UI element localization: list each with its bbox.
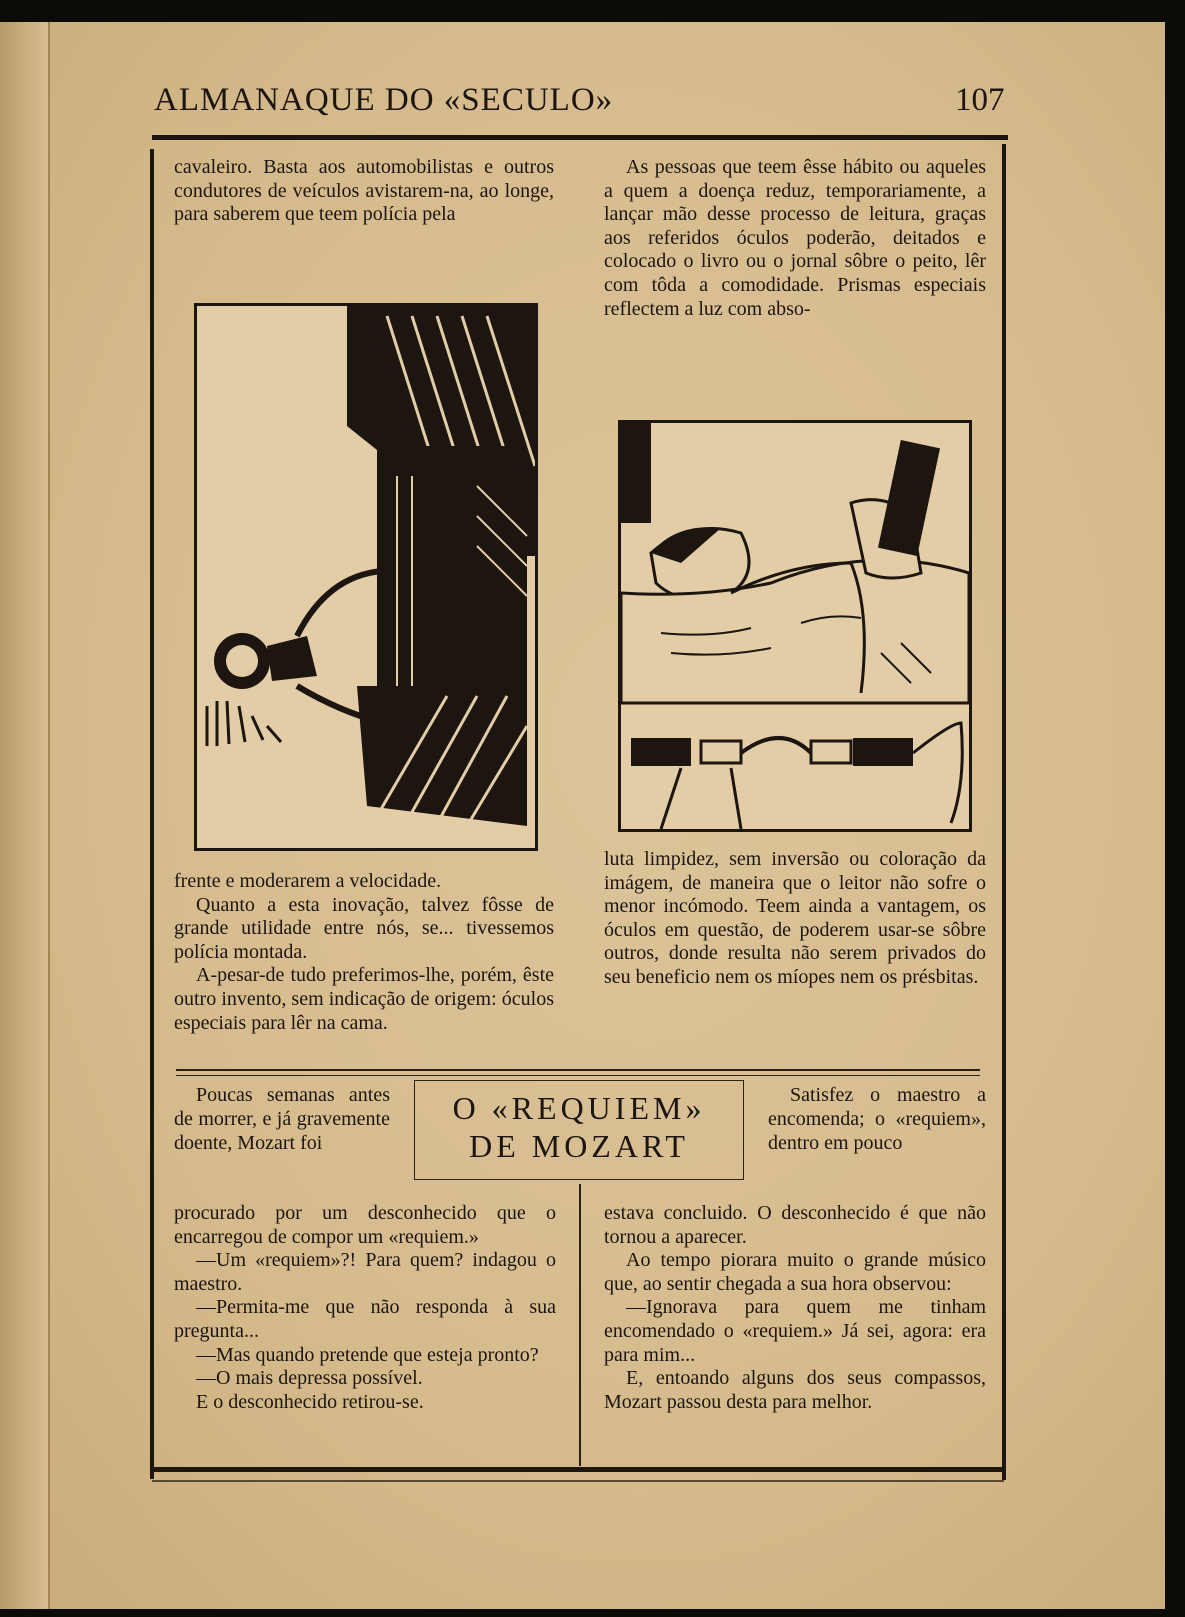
paragraph: —Ignorava para quem me tinham encomendado o «requiem.» Já sei, agora: era para mim... [604,1296,986,1366]
paragraph: —Permita-me que não responda à sua pregunta... [174,1296,556,1342]
paragraph: E, entoando alguns dos seus compassos, Mozart passou desta para melhor. [604,1367,986,1413]
paragraph: procurado por um desconhecido que o encarregou de compor um «requiem.» [174,1202,556,1248]
article-title-line-1: O «REQUIEM» [452,1090,706,1126]
column-divider [579,1184,581,1466]
paragraph: —O mais depressa possível. [196,1367,423,1390]
mozart-left-column [174,1202,556,1414]
paragraph: Satisfez o maestro a encomenda; o «requiem», dentro em pouco [768,1084,986,1154]
paragraph: estava concluido. O desconhecido é que não tornou a aparecer. [604,1202,986,1248]
paragraph: A-pesar-de tudo preferimos-lhe, porém, êste outro invento, sem indicação de origem: óculos especiais para lêr na cama. [174,964,554,1034]
paragraph: Ao tempo piorara muito o grande músico que, ao sentir chegada a sua hora observou: [604,1249,986,1295]
page [0,22,1165,1609]
paragraph: luta limpidez, sem inversão ou coloração da imágem, de maneira que o leitor não sofre o menor incómodo. Teem ainda a vantagem, os óculos em questão, de poderem usar-se sôbre outros, donde resulta não serem privados do seu beneficio nem os míopes nem os présbitas. [604,848,986,988]
horse-lamp-drawing [197,306,535,848]
paragraph: Poucas semanas antes de morrer, e já gravemente doente, Mozart foi [174,1084,390,1154]
right-border-rule [1002,144,1006,1480]
mozart-right-column [604,1202,986,1414]
running-header-title: ALMANAQUE DO «SECULO» [154,82,614,118]
footer-rule [152,1467,1004,1472]
paragraph: E o desconhecido retirou-se. [196,1390,424,1413]
article-title-line-2: DE MOZART [469,1128,689,1164]
section-divider-rule-thin [176,1075,980,1076]
mozart-right-intro [768,1084,986,1155]
bed-reading-drawing [621,423,969,829]
paragraph: frente e moderarem a velocidade. [174,870,442,892]
upper-left-column-top [174,156,554,227]
header-rule [152,135,1008,140]
bed-reading-glasses-illustration [618,420,972,832]
paragraph: —Mas quando pretende que esteja pronto? [196,1343,539,1366]
paragraph: cavaleiro. Basta aos automobilistas e outros condutores de veículos avistarem-na, ao longe, para saberem que teem polícia pela [174,156,554,226]
paragraph: As pessoas que teem êsse hábito ou aqueles a quem a doença reduz, temporariamente, a lançar mão desse processo de leitura, graças aos referidos óculos poderão, deitados e colocado o livro ou o jornal sôbre o peito, lêr com tôda a comodidade. Prismas especiais reflectem a luz com abso- [604,156,986,320]
footer-rule-thin [152,1480,1004,1482]
upper-right-column-top [604,156,986,321]
book-spine-shadow [0,22,50,1609]
section-divider-rule [176,1069,980,1071]
page-number: 107 [955,82,1005,118]
upper-left-column-bottom [174,870,554,1035]
article-title-box [414,1080,744,1180]
mozart-left-intro [174,1084,390,1155]
upper-right-column-bottom [604,848,986,990]
article-title [415,1089,743,1165]
police-horse-lamp-illustration [194,303,538,851]
paragraph: —Um «requiem»?! Para quem? indagou o maestro. [174,1249,556,1295]
left-border-rule [150,149,154,1479]
paragraph: Quanto a esta inovação, talvez fôsse de grande utilidade entre nós, se... tivessemos polícia montada. [174,893,554,963]
